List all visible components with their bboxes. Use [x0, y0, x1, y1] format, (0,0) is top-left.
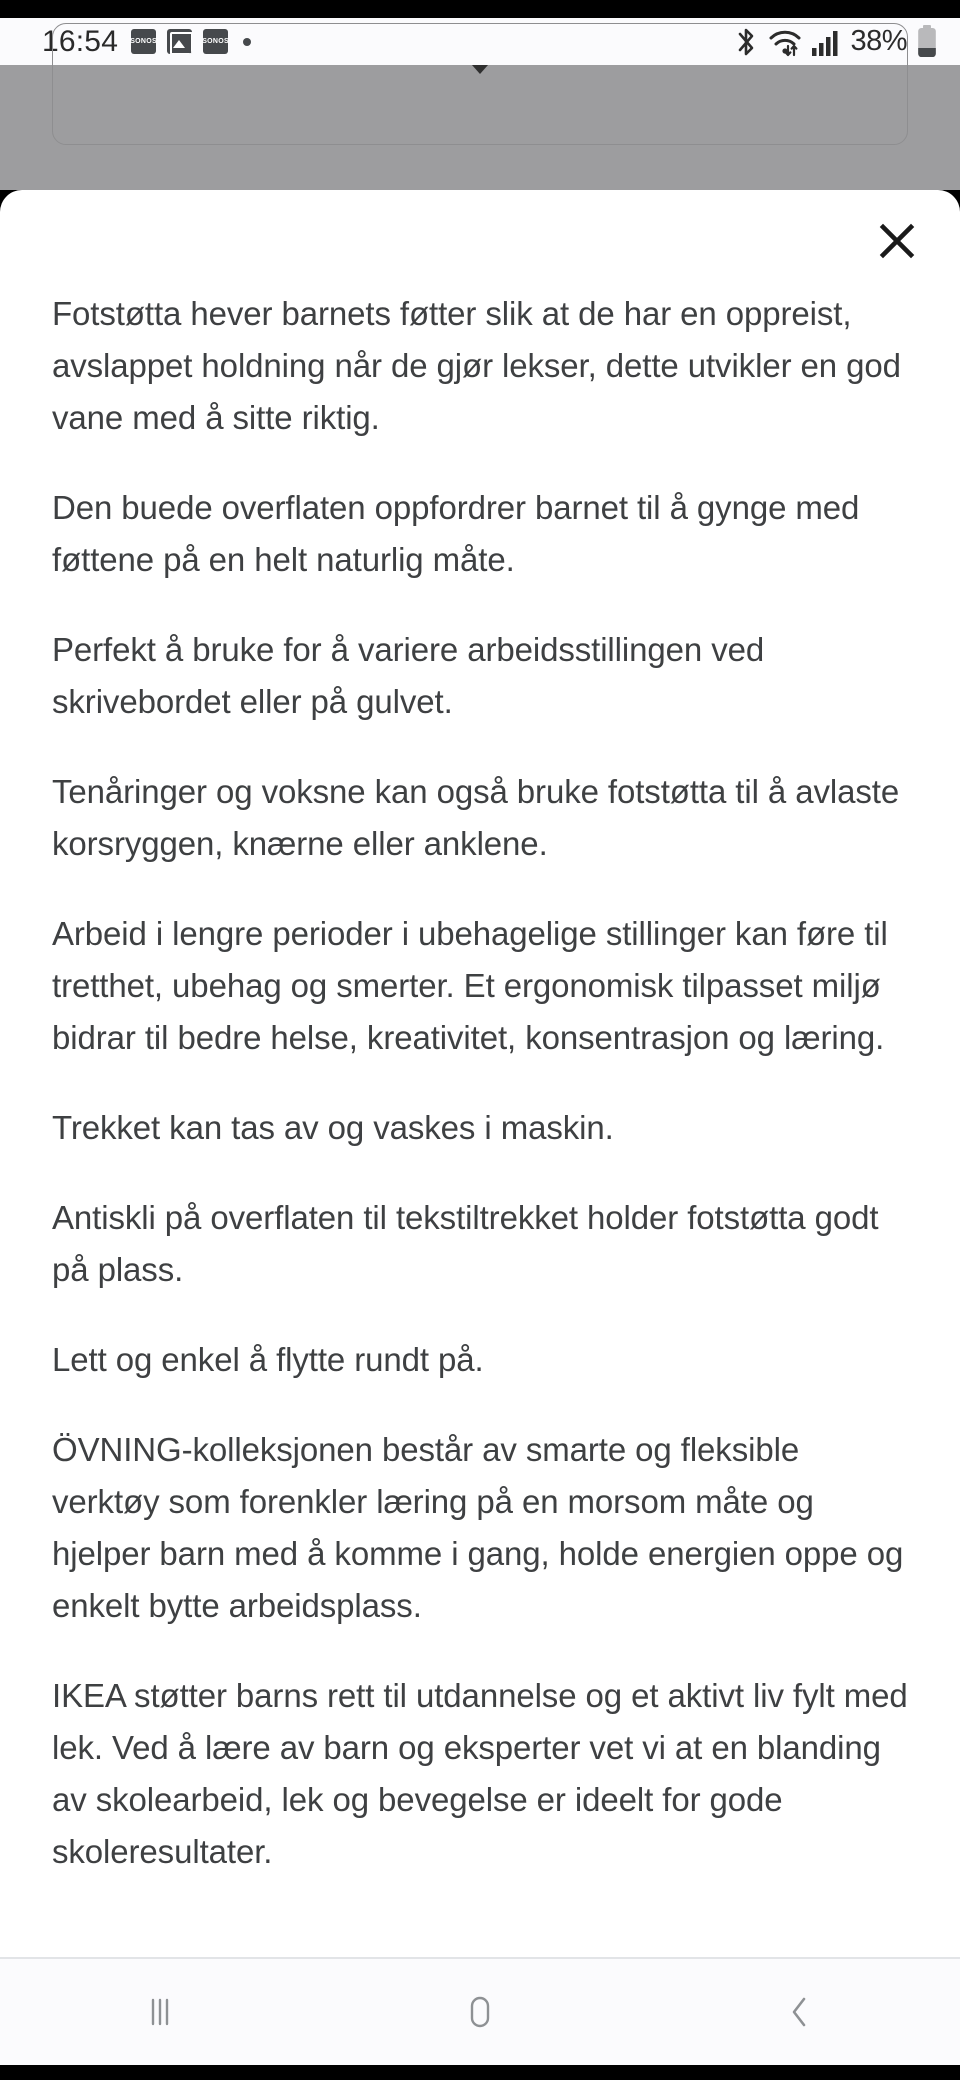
description-paragraph: Fotstøtta hever barnets føtter slik at de har en oppreist, avslappet holdning når de gjør lekser, dette utvikler en god vane med å sitte riktig. — [52, 295, 901, 436]
description-paragraph: Perfekt å bruke for å variere arbeidsstillingen ved skrivebordet eller på gulvet. — [52, 631, 765, 720]
recents-button[interactable] — [0, 1959, 320, 2065]
description-paragraph: ÖVNING-kolleksjonen består av smarte og fleksible verktøy som forenkler læring på en morsom måte og hjelper barn med å komme i gang, holde energien oppe og enkelt bytte arbeidsplass. — [52, 1431, 904, 1624]
modal-body — [0, 288, 960, 1878]
modal-header — [0, 190, 960, 288]
status-clock: 16:54 — [42, 24, 119, 58]
top-bezel — [0, 0, 960, 18]
description-paragraph: Den buede overflaten oppfordrer barnet til å gynge med føttene på en helt naturlig måte. — [52, 489, 860, 578]
dimmed-backdrop[interactable] — [0, 65, 960, 190]
system-navigation-bar — [0, 1959, 960, 2065]
battery-icon — [916, 25, 938, 59]
background-caret-icon — [472, 65, 488, 74]
description-paragraph: IKEA støtter barns rett til utdannelse og et aktivt liv fylt med lek. Ved å lære av barn og eksperter vet vi at en blanding av skolearbeid, lek og bevegelse er ideelt for gode skoleresultater. — [52, 1677, 908, 1870]
close-icon — [877, 221, 917, 261]
description-paragraph: Antiskli på overflaten til tekstiltrekket holder fotstøtta godt på plass. — [52, 1199, 879, 1288]
sonos-label-1: SONOS — [130, 38, 157, 45]
description-paragraph: Tenåringer og voksne kan også bruke fotstøtta til å avlaste korsryggen, knærne eller anklene. — [52, 773, 900, 862]
home-icon — [459, 1991, 501, 2033]
recents-icon — [140, 1992, 180, 2032]
background-input-field — [52, 23, 908, 145]
back-chevron-icon — [779, 1991, 821, 2033]
battery-percent-label: 38% — [850, 25, 907, 57]
description-paragraph: Trekket kan tas av og vaskes i maskin. — [52, 1109, 614, 1146]
description-paragraph: Lett og enkel å flytte rundt på. — [52, 1341, 484, 1378]
back-button[interactable] — [640, 1959, 960, 2065]
description-paragraph: Arbeid i lengre perioder i ubehagelige stillinger kan føre til tretthet, ubehag og smerter. Et ergonomisk tilpasset miljø bidrar til bedre helse, kreativitet, konsentrasjon og læring. — [52, 915, 888, 1056]
home-button[interactable] — [320, 1959, 640, 2065]
bottom-bezel — [0, 2065, 960, 2080]
product-details-modal — [0, 190, 960, 1958]
sonos-label-2: SONOS — [202, 38, 229, 45]
close-button[interactable] — [870, 214, 924, 268]
